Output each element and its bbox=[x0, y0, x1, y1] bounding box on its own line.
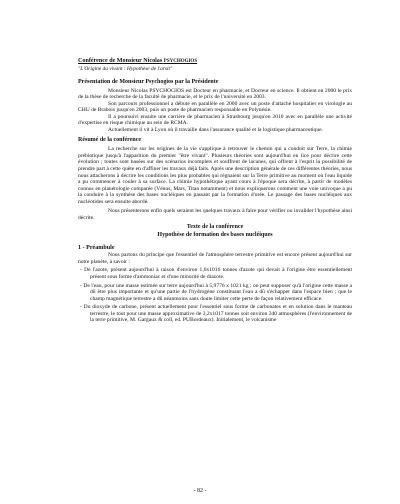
section-1-item-eau: - De l'eau, pour une masse estimée sur terre aujourd'hui à 5,9776 x 1021 kg ; on peut supposer qu'à l'origine cette masse a dû être plus importante et qu'une partie de l'hydrogène constituant l'eau a dû s'échapper dans l'espace bien ; que le champ magnétique terrestre a dû néanmoins sans doute limiter cette perte de façon relativement efficace. bbox=[80, 282, 352, 302]
presentation-paragraph-3: Il a poursuivi ensuite une carrière de pharmacien à Strasbourg jusqu'en 2010 avec en parallèle une activité d'expertise en risque chimique au sein de RCMA. bbox=[78, 113, 352, 127]
presentation-paragraph-4: Actuellement il vit à Lyon où il travaille dans l'assurance qualité et la logistique pharmaceutique. bbox=[108, 126, 323, 133]
conference-subtitle: "L'Origine du vivant : Hypothèse de l'arsit" bbox=[78, 65, 173, 72]
conference-title bbox=[78, 58, 352, 66]
presentation-paragraph-2: Son parcours professionnel a débuté en parallèle en 2000 avec un poste d'attaché hospitalier en virologie au CHU de Brabois jusqu'en 2003, puis un poste de pharmacien responsable en Polynésie. bbox=[78, 100, 352, 114]
section-1-item-co2: - Du dioxyde de carbone, présent actuellement pour l'essentiel sous forme de carbonates et en solution dans le manteau terrestre, le tout pour une masse approximative de 3,2x1017 tonnes soit environ 340 atmosphères (l'environnement de la terre primitive, M. Gargaux & coll, ed. PUBordeaux). Initialement, le volcanisme bbox=[80, 304, 352, 324]
page-number: - 82 - bbox=[193, 488, 207, 494]
section-1-intro: Nous partons du principe que l'essentiel de l'atmosphère terrestre primitive est encore présent aujourd'hui sur notre planète, à savoir : bbox=[78, 252, 352, 265]
texte-heading-line-1: Texte de la conférence bbox=[186, 224, 244, 231]
resume-paragraph-2: Nous présenterons enfin quels seraient les quelques travaux à faire pour vérifier ou invalider l'hypothèse ainsi décrite. bbox=[78, 208, 352, 221]
section-1-heading: 1 - Préambule bbox=[78, 245, 115, 252]
resume-paragraph-1: La recherche sur les origines de la vie s'applique à retrouver le chemin qui a conduit sur Terre, la chimie prébiotique jusqu'à l'apparition du premier "être vivant". Plusieurs théories sont aujourd'hui en lice pour décrire cette évolution ; toutes sont basées sur des scénarios incomplets et souffrent de lacunes, qui offrent à l'esprit la possibilité de prendre part à cette quête en d'affiner les travaux déjà faits. Après une description générale de ces différentes théories, nous nous attacherons à décrire les conditions les plus probables qui régnaient sur la Terre primitive au moment où l'eau liquide a pu commencer à couler à sa surface. La chimie hypothétique ayant cours à l'époque sera décrite, à partir de modèles connus en planétologie comparée (Vénus, Mars, Titan notamment) et nous expliquerons comment une voie univoque a pu la conduire à la synthèse des bases nucléiques en passant par la formation d'urée. Le passage des bases nucléiques aux nucléotides sera ensuite abordé. bbox=[78, 146, 352, 205]
texte-heading-line-2: Hypothèse de formation des bases nucléiques bbox=[157, 231, 273, 238]
texte-heading-block bbox=[78, 224, 352, 239]
section-1-item-azote: - De l'azote, présent aujourd'hui à raison d'environ 1,6x1016 tonnes d'azote qui devait à l'origine être essentiellement présent sous forme d'ammoniac et d'une minorité de diazote. bbox=[80, 267, 352, 280]
presentation-heading: Présentation de Monsieur Psychogios par la Présidente bbox=[78, 78, 219, 85]
conference-title-surname: PSYCHOGIOS bbox=[163, 59, 198, 64]
presentation-paragraph-1: Monsieur Nicolas PSYCHOGIOS est Docteur en pharmacie, et Docteur en science. Il obtient en 2000 le prix de la thèse de recherche de la faculté de pharmacie, et le prix de l'université en 2003. bbox=[78, 87, 352, 101]
conference-title-text: Conférence de Monsieur Nicolas bbox=[78, 58, 163, 64]
resume-heading: Résumé de la conférence bbox=[78, 137, 142, 144]
